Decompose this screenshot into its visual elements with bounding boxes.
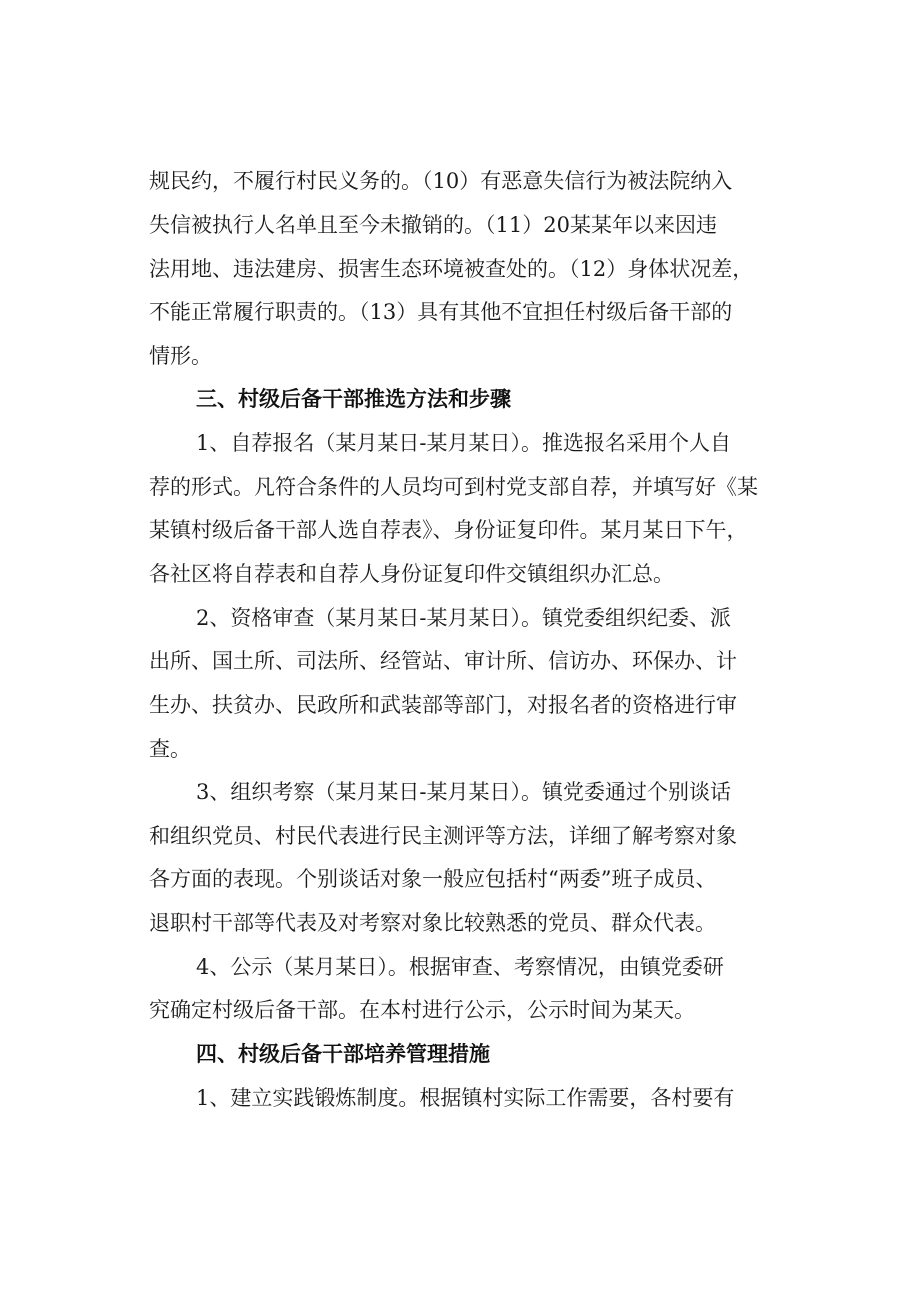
paragraph-line: 情形。 — [149, 344, 212, 368]
section-heading-3: 三、村级后备干部推选方法和步骤 — [196, 387, 511, 411]
paragraph-line: 退职村干部等代表及对考察对象比较熟悉的党员、群众代表。 — [149, 911, 716, 935]
section-heading-4: 四、村级后备干部培养管理措施 — [196, 1042, 490, 1066]
paragraph-line: 不能正常履行职责的。（13）具有其他不宜担任村级后备干部的 — [149, 300, 733, 324]
paragraph-line: 出所、国土所、司法所、经管站、审计所、信访办、环保办、计 — [149, 649, 737, 673]
paragraph-line: 1、自荐报名（某月某日-某月某日）。推选报名采用个人自 — [196, 431, 731, 455]
paragraph-line: 3、组织考察（某月某日-某月某日）。镇党委通过个别谈话 — [196, 780, 731, 804]
paragraph-line: 某镇村级后备干部人选自荐表》、身份证复印件。某月某日下午， — [149, 518, 748, 542]
paragraph-line: 规民约，不履行村民义务的。（10）有恶意失信行为被法院纳入 — [149, 169, 733, 193]
paragraph-line: 和组织党员、村民代表进行民主测评等方法，详细了解考察对象 — [149, 824, 737, 848]
paragraph-line: 失信被执行人名单且至今未撤销的。（11）20某某年以来因违 — [149, 213, 717, 237]
paragraph-line: 1、建立实践锻炼制度。根据镇村实际工作需要，各村要有 — [196, 1086, 735, 1110]
paragraph-line: 查。 — [149, 737, 191, 761]
paragraph-line: 荐的形式。凡符合条件的人员均可到村党支部自荐，并填写好《某 — [149, 475, 758, 499]
paragraph-line: 各方面的表现。个别谈话对象一般应包括村“两委”班子成员、 — [149, 867, 717, 891]
paragraph-line: 法用地、违法建房、损害生态环境被查处的。（12）身体状况差， — [149, 257, 754, 281]
paragraph-line: 究确定村级后备干部。在本村进行公示，公示时间为某天。 — [149, 998, 695, 1022]
paragraph-line: 各社区将自荐表和自荐人身份证复印件交镇组织办汇总。 — [149, 562, 674, 586]
paragraph-line: 4、公示（某月某日）。根据审查、考察情况，由镇党委研 — [196, 955, 724, 979]
paragraph-line: 生办、扶贫办、民政所和武装部等部门，对报名者的资格进行审 — [149, 693, 737, 717]
paragraph-line: 2、资格审查（某月某日-某月某日）。镇党委组织纪委、派 — [196, 606, 731, 630]
